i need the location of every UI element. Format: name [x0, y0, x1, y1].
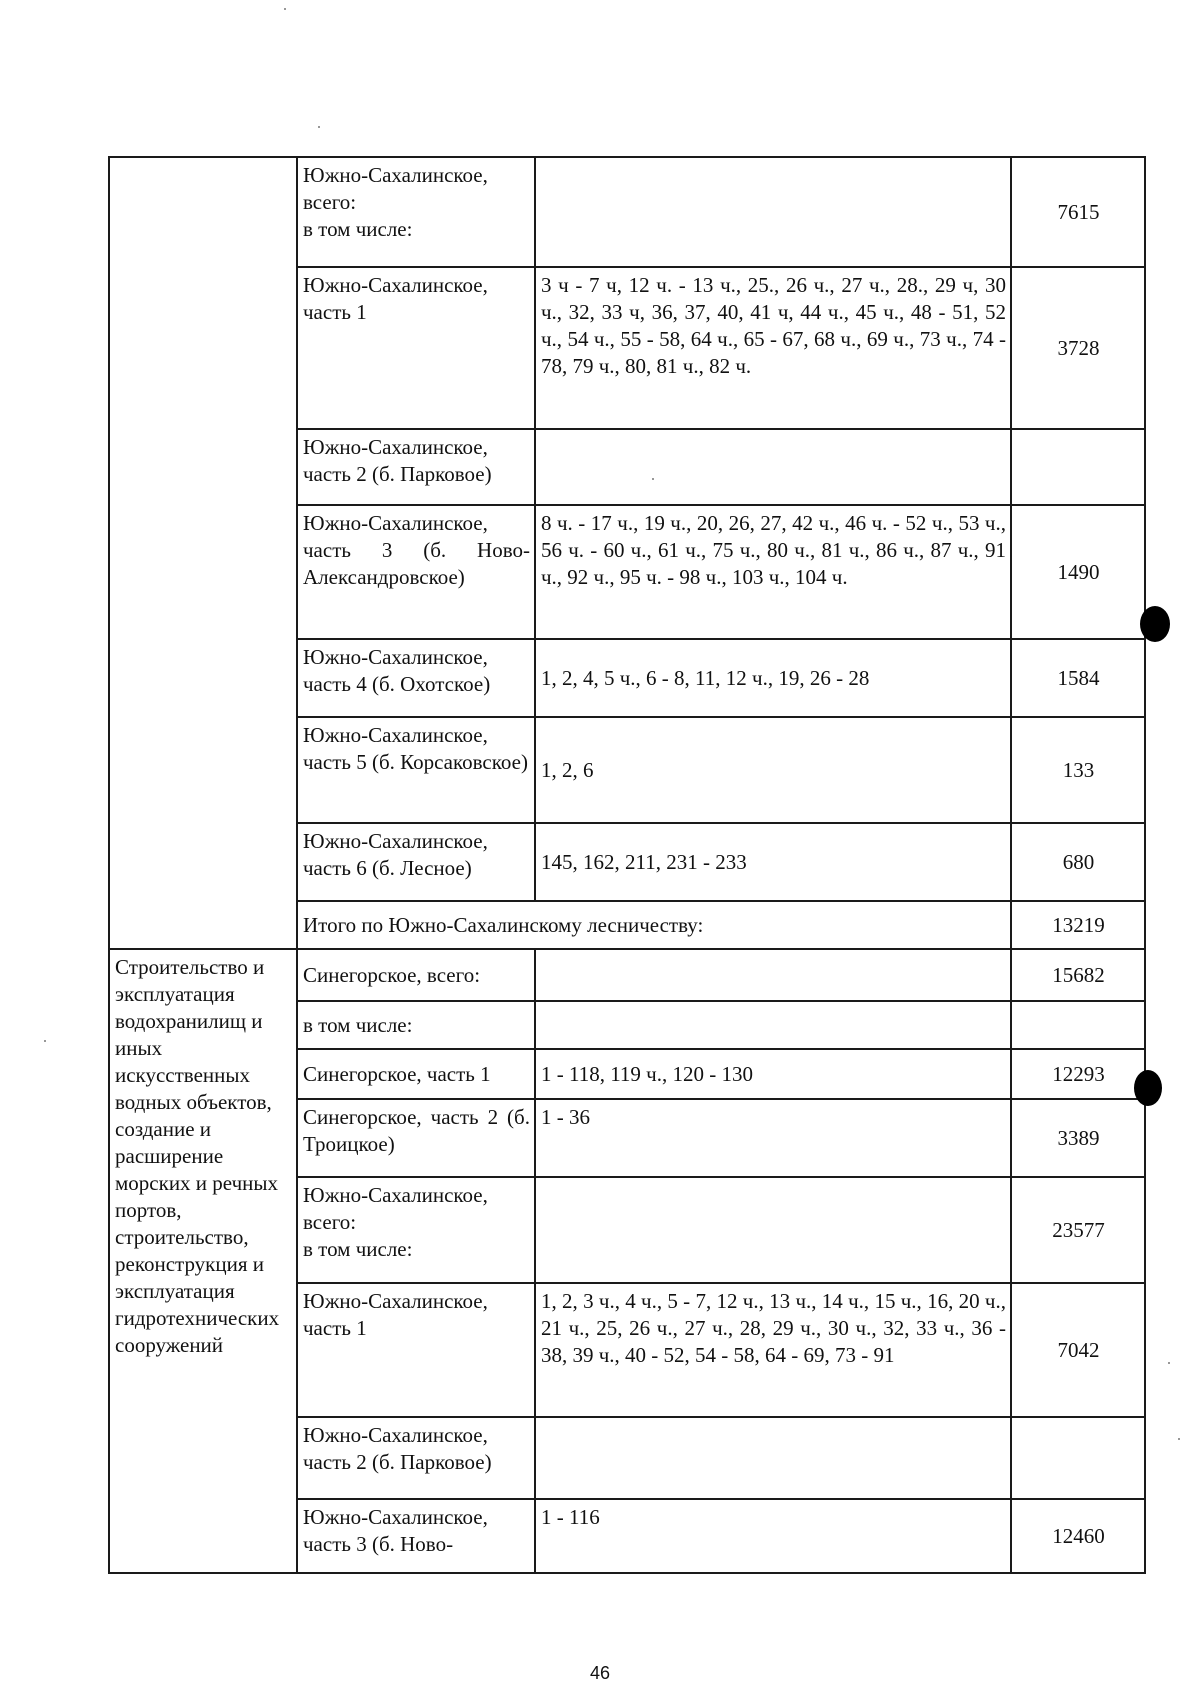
area-cell: 12460 [1011, 1499, 1145, 1573]
quarters-cell: 1 - 118, 119 ч., 120 - 130 [535, 1049, 1011, 1099]
purpose-cell-empty [109, 157, 297, 949]
subdivision-name: Южно-Сахалинское, часть 6 (б. Лесное) [303, 829, 488, 880]
quarters-cell: 1 - 36 [535, 1099, 1011, 1177]
subdivision-cell [297, 1177, 535, 1283]
area-cell: 1584 [1011, 639, 1145, 717]
subdivision-cell [297, 717, 535, 823]
scan-speck [652, 478, 654, 480]
quarters-cell [535, 1417, 1011, 1499]
quarters-cell [535, 1001, 1011, 1049]
total-area: 13219 [1011, 901, 1145, 949]
area-cell: 12293 [1011, 1049, 1145, 1099]
subdivision-cell [297, 639, 535, 717]
purpose-cell: Строительство и эксплуатация водохранилищ и иных искусственных водных объектов, создание и расширение морских и речных портов, строительство, реконструкция и эксплуатация гидротехнических сооружений [109, 949, 297, 1573]
page-number: 46 [589, 1663, 611, 1683]
area-cell: 3389 [1011, 1099, 1145, 1177]
subdivision-cell: Синегорское, часть 2 (б. Троицкое) [297, 1099, 535, 1177]
area-cell: 7615 [1011, 157, 1145, 267]
subdivision-name: Южно-Сахалинское, часть 2 (б. Парковое) [303, 435, 492, 486]
table-row [109, 157, 1145, 267]
subdivision-cell: Синегорское, часть 1 [297, 1049, 535, 1099]
subdivision-cell [297, 429, 535, 505]
subdivision-cell [297, 157, 535, 267]
quarters-cell [535, 429, 1011, 505]
area-cell: 23577 [1011, 1177, 1145, 1283]
total-label: Итого по Южно-Сахалинскому лесничеству: [297, 901, 1011, 949]
scan-speck [44, 1040, 46, 1042]
ink-blot [1140, 606, 1170, 642]
area-cell: 3728 [1011, 267, 1145, 429]
area-cell [1011, 429, 1145, 505]
subdivision-cell: Синегорское, всего: [297, 949, 535, 1001]
area-cell: 1490 [1011, 505, 1145, 639]
area-cell: 7042 [1011, 1283, 1145, 1417]
subdivision-cell [297, 267, 535, 429]
quarters-cell: 145, 162, 211, 231 - 233 [535, 823, 1011, 901]
area-cell [1011, 1001, 1145, 1049]
forestry-table [108, 156, 1146, 1574]
quarters-cell [535, 1177, 1011, 1283]
table-row [109, 949, 1145, 1001]
subdivision-name: Южно-Сахалинское, часть 2 (б. Парковое) [303, 1423, 492, 1474]
subdivision-cell [297, 1417, 535, 1499]
area-cell: 15682 [1011, 949, 1145, 1001]
quarters-cell: 8 ч. - 17 ч., 19 ч., 20, 26, 27, 42 ч., 46 ч. - 52 ч., 53 ч., 56 ч. - 60 ч., 61 ч., 75 ч., 80 ч., 81 ч., 86 ч., 87 ч., 91 ч., 92 ч., 95 ч. - 98 ч., 103 ч., 104 ч. [535, 505, 1011, 639]
quarters-cell [535, 157, 1011, 267]
scan-speck [1178, 1438, 1180, 1440]
scan-speck [318, 126, 320, 128]
subdivision-name: Южно-Сахалинское, всего: в том числе: [303, 1183, 488, 1261]
subdivision-name: Южно-Сахалинское, часть 4 (б. Охотское) [303, 645, 491, 696]
subdivision-name: Южно-Сахалинское, всего: в том числе: [303, 163, 488, 241]
ink-blot [1134, 1070, 1162, 1106]
subdivision-name: Южно-Сахалинское, часть 1 [303, 1289, 488, 1340]
quarters-cell: 1, 2, 4, 5 ч., 6 - 8, 11, 12 ч., 19, 26 - 28 [535, 639, 1011, 717]
subdivision-cell [297, 1283, 535, 1417]
quarters-cell [535, 949, 1011, 1001]
subdivision-cell [297, 823, 535, 901]
subdivision-name: Южно-Сахалинское, часть 5 (б. Корсаковское) [303, 723, 528, 774]
scan-speck [284, 8, 286, 10]
area-cell: 680 [1011, 823, 1145, 901]
quarters-cell: 3 ч - 7 ч, 12 ч. - 13 ч., 25., 26 ч., 27 ч., 28., 29 ч, 30 ч., 32, 33 ч, 36, 37, 40, 41 ч, 44 ч., 45 ч., 48 - 51, 52 ч., 54 ч., 55 - 58, 64 ч., 65 - 67, 68 ч., 69 ч., 73 ч., 74 - 78, 79 ч., 80, 81 ч., 82 ч. [535, 267, 1011, 429]
subdivision-cell [297, 505, 535, 639]
subdivision-cell: в том числе: [297, 1001, 535, 1049]
quarters-cell: 1, 2, 3 ч., 4 ч., 5 - 7, 12 ч., 13 ч., 14 ч., 15 ч., 16, 20 ч., 21 ч., 25, 26 ч., 27 ч., 28, 29 ч., 30 ч., 32, 33 ч., 36 - 38, 39 ч., 40 - 52, 54 - 58, 64 - 69, 73 - 91 [535, 1283, 1011, 1417]
quarters-cell: 1 - 116 [535, 1499, 1011, 1573]
scan-speck [1168, 1362, 1170, 1364]
subdivision-name: Южно-Сахалинское, часть 1 [303, 273, 488, 324]
quarters-cell: 1, 2, 6 [535, 717, 1011, 823]
area-cell: 133 [1011, 717, 1145, 823]
subdivision-name: Южно-Сахалинское, часть 3 (б. Ново-Александровское) [303, 511, 530, 589]
subdivision-cell: Южно-Сахалинское, часть 3 (б. Ново- [297, 1499, 535, 1573]
area-cell [1011, 1417, 1145, 1499]
